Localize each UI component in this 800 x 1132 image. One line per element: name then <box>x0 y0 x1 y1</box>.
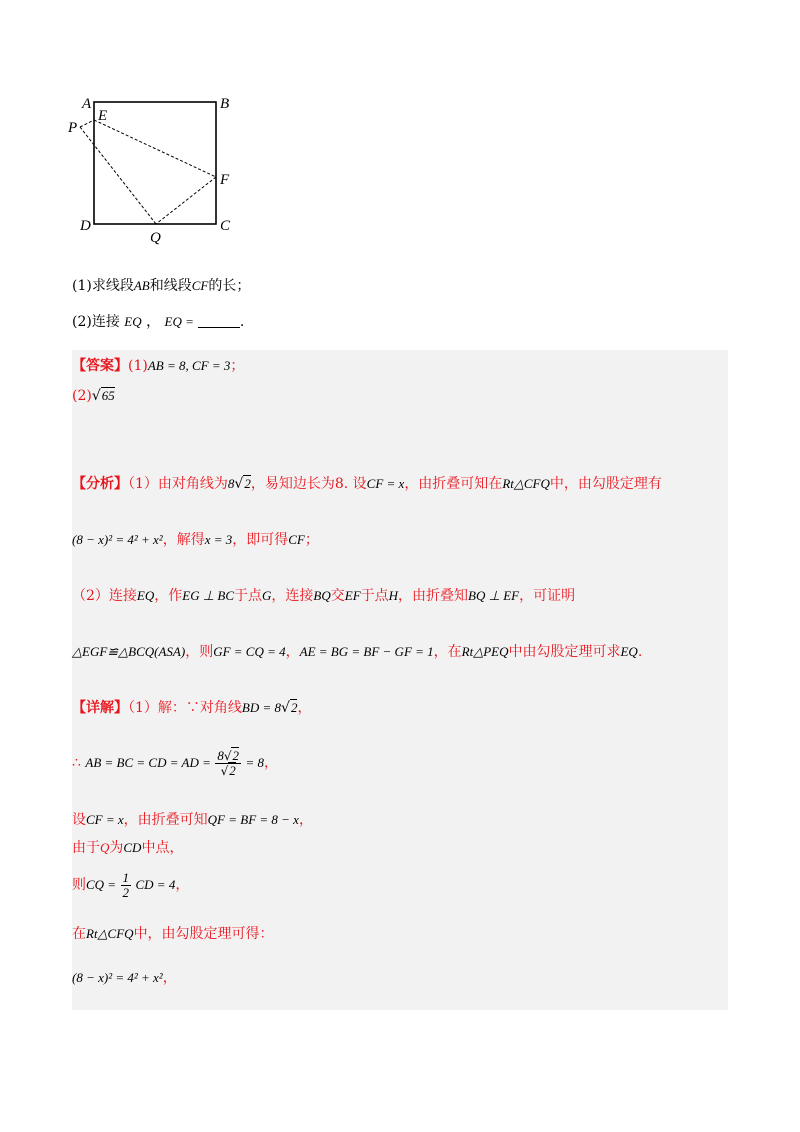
analysis-l4-c: ，在 <box>433 644 462 660</box>
answer-line-1 <box>72 356 244 376</box>
analysis-l3-b: ，作 <box>154 588 183 604</box>
detail-d6-tri: Rt△CFQ <box>86 926 134 941</box>
q2-end: . <box>239 314 245 330</box>
analysis-line-2 <box>72 530 319 550</box>
detail-d2-fraction: $\frac{8√2}{√2}$ <box>217 747 239 778</box>
analysis-l2-x: x = 3 <box>204 532 233 547</box>
q1-prefix: (1)求线段 <box>72 278 134 294</box>
detail-d3-a: 设 <box>72 812 86 828</box>
analysis-line-1: 【分析】（1）由对角线为8√2，易知边长为8. 设CF = x，由折叠可知在Rt△CFQ中，由勾股定理有 <box>72 476 662 492</box>
analysis-l3-g2: ，由折叠知 <box>398 588 469 604</box>
detail-d4-cd: CD <box>123 840 142 855</box>
analysis-l1-rad: 2 <box>244 476 251 491</box>
detail-d5-fraction <box>121 871 132 900</box>
segment-pq <box>80 127 156 224</box>
q1-mid: 和线段 <box>149 278 192 294</box>
analysis-l1-b: ，易知边长为8. 设 <box>250 476 367 492</box>
detail-d2-num-coef: 8 <box>217 747 224 763</box>
analysis-l4-cong: △EGF≌△BCQ(ASA) <box>72 644 186 659</box>
label-c: C <box>220 218 231 234</box>
analysis-l4-gf: GF = CQ = 4 <box>213 644 286 659</box>
detail-line-6 <box>72 924 274 944</box>
answer-line-2: (2)√65 <box>72 388 115 404</box>
analysis-l3-c: 于点 <box>234 588 263 604</box>
label-p: P <box>68 120 78 136</box>
detail-d5-num: 1 <box>122 869 130 885</box>
detail-line-2 <box>72 746 278 780</box>
detail-d4-a: 由于 <box>72 840 100 856</box>
detail-d2-expr: AB = BC = CD = AD = <box>85 755 211 770</box>
answer-tag: 【答案】 <box>72 358 128 374</box>
q1-cf: CF <box>191 278 209 293</box>
analysis-l3-e: 交 <box>330 588 345 604</box>
square-abcd <box>94 102 216 224</box>
answer-panel <box>72 350 728 1010</box>
label-f: F <box>220 172 230 188</box>
analysis-l3-d: ，连接 <box>271 588 314 604</box>
question-1 <box>72 276 250 296</box>
analysis-l1-a: （1）由对角线为 <box>128 476 228 492</box>
analysis-l1-d: 中，由勾股定理有 <box>549 476 662 492</box>
analysis-l3-h: H <box>388 588 399 603</box>
detail-d5-end: ， <box>175 877 190 893</box>
analysis-l4-b: ， <box>285 644 300 660</box>
analysis-l4-tri: Rt△PEQ <box>461 644 509 659</box>
detail-d1-a: （1）解：∵对角线 <box>128 700 242 716</box>
detail-line-7 <box>72 968 177 988</box>
answer-1-end: ； <box>230 358 245 374</box>
detail-d5-cq: CQ = <box>86 877 117 892</box>
analysis-l2-a: ，解得 <box>162 532 205 548</box>
analysis-line-3 <box>72 586 575 606</box>
analysis-l2-b: ，即可得 <box>232 532 289 548</box>
detail-tag: 【详解】 <box>72 700 128 716</box>
analysis-l2-cf: CF <box>288 532 305 547</box>
detail-line-3 <box>72 810 313 830</box>
q2-comma: ， <box>146 314 161 330</box>
detail-d2-end: ， <box>263 755 278 771</box>
label-e: E <box>98 108 108 124</box>
detail-d2-num-rad: 2 <box>232 747 239 763</box>
detail-d7-end: ， <box>162 970 177 986</box>
detail-d4-b: 为 <box>109 840 124 856</box>
q2-eq: EQ <box>124 314 142 329</box>
detail-d5-den: 2 <box>122 884 130 900</box>
label-b: B <box>220 96 230 112</box>
segment-fq <box>156 177 216 224</box>
detail-d4-q: Q <box>100 840 110 855</box>
analysis-l3-bq: BQ <box>313 588 331 603</box>
detail-d3-expr2: QF = BF = 8 − x <box>207 812 299 827</box>
analysis-l4-a: ，则 <box>185 644 214 660</box>
q2-prefix: (2)连接 <box>72 314 120 330</box>
detail-d2-result: = 8 <box>245 755 264 770</box>
detail-line-4 <box>72 838 183 858</box>
analysis-l4-d: 中由勾股定理可求 <box>508 644 621 660</box>
detail-d4-c: 中点， <box>141 840 184 856</box>
answer-2-sqrt: 65 <box>101 388 115 403</box>
detail-d1-end: ， <box>297 700 312 716</box>
detail-d5-rest: CD = 4 <box>135 877 176 892</box>
analysis-l4-end: . <box>637 644 643 660</box>
analysis-l1-tri: Rt△CFQ <box>502 476 550 491</box>
analysis-l2-expr: (8 − x)² = 4² + x² <box>72 532 163 547</box>
analysis-line-4 <box>72 642 642 662</box>
analysis-l3-h2: ，可证明 <box>519 588 576 604</box>
answer-2-label: (2) <box>72 388 92 404</box>
analysis-l3-f: 于点 <box>360 588 389 604</box>
detail-d6-b: 中，由勾股定理可得： <box>133 926 274 942</box>
q2-expr: EQ = <box>164 314 194 329</box>
answer-1-label: (1) <box>128 358 148 374</box>
detail-d5-a: 则 <box>72 877 86 893</box>
analysis-l4-ae: AE = BG = BF − GF = 1 <box>299 644 434 659</box>
label-q: Q <box>150 230 161 246</box>
detail-d2-therefore: ∴ <box>72 755 81 771</box>
detail-d3-expr: CF = x <box>86 812 124 827</box>
analysis-l3-perp: EG ⊥ BC <box>182 588 235 603</box>
q1-suffix: 的长； <box>208 278 251 294</box>
detail-d2-den-rad: 2 <box>229 762 236 778</box>
detail-d3-end: ， <box>298 812 313 828</box>
question-2 <box>72 312 244 332</box>
analysis-l3-ef: EF <box>344 588 361 603</box>
detail-line-5 <box>72 868 189 902</box>
analysis-tag: 【分析】 <box>72 476 128 492</box>
detail-d1-rad: 2 <box>290 700 298 715</box>
label-d: D <box>80 218 91 234</box>
answer-blank <box>198 313 240 328</box>
analysis-l3-eq: EQ <box>136 588 155 603</box>
analysis-l3-g: G <box>262 588 272 603</box>
analysis-l4-eq: EQ <box>620 644 638 659</box>
detail-d1-expr: BD = 8 <box>241 700 282 715</box>
q1-ab: AB <box>133 278 150 293</box>
analysis-l3-perp2: BQ ⊥ EF <box>468 588 520 603</box>
analysis-l1-coef: 8 <box>227 476 235 491</box>
geometry-figure <box>64 92 254 252</box>
analysis-l1-expr: CF = x <box>366 476 405 491</box>
analysis-l1-c: ，由折叠可知在 <box>404 476 503 492</box>
label-a: A <box>82 96 92 112</box>
segment-pe <box>80 120 94 127</box>
detail-line-1: 【详解】（1）解：∵对角线BD = 8√2， <box>72 700 312 716</box>
detail-d3-b: ，由折叠可知 <box>123 812 208 828</box>
detail-d7-expr: (8 − x)² = 4² + x² <box>72 970 163 985</box>
answer-1-expr: AB = 8, CF = 3 <box>147 358 231 373</box>
analysis-l2-c: ； <box>304 532 319 548</box>
analysis-l3-a: （2）连接 <box>72 588 137 604</box>
detail-d6-a: 在 <box>72 926 86 942</box>
